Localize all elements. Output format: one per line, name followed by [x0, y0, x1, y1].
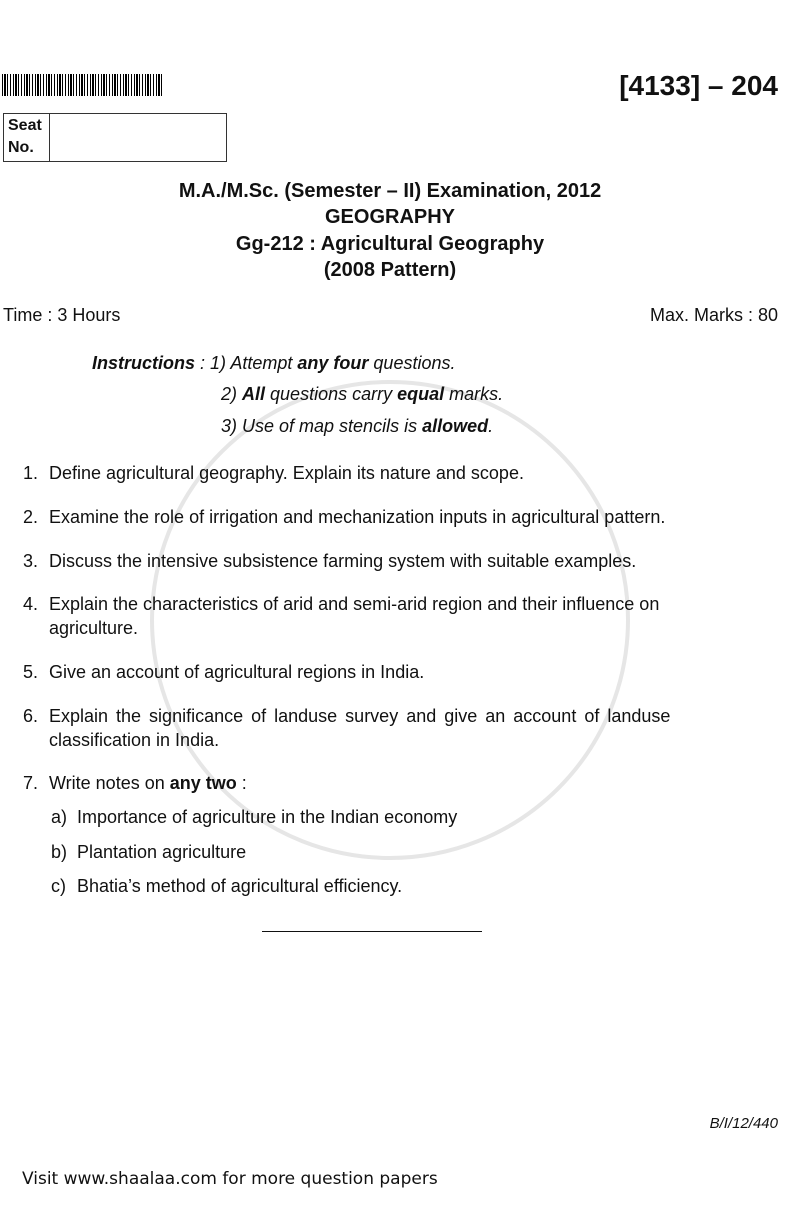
max-marks: Max. Marks : 80: [649, 305, 778, 325]
question-4-cont: agriculture.: [49, 618, 139, 638]
question-6: 6. Explain the significance of landuse survey and give an account of landuse: [23, 706, 671, 726]
exam-title: M.A./M.Sc. (Semester – II) Examination, 2012: [178, 180, 602, 202]
question-7: 7. Write notes on any two :: [23, 773, 247, 793]
visit-link[interactable]: Visit www.shaalaa.com for more question papers: [22, 1169, 438, 1189]
seat-number-box: [3, 113, 227, 162]
barcode: [2, 74, 162, 96]
footer-code: B/I/12/440: [709, 1115, 778, 1132]
instructions-label: Instructions: [92, 353, 196, 373]
subject: GEOGRAPHY: [324, 206, 456, 228]
subitem-a: a) Importance of agriculture in the Indian economy: [51, 807, 458, 827]
paper-code: [4133] – 204: [619, 70, 778, 101]
course: Gg-212 : Agricultural Geography: [235, 233, 545, 255]
question-2: 2. Examine the role of irrigation and mechanization inputs in agricultural pattern.: [23, 507, 666, 527]
question-4: 4. Explain the characteristics of arid and semi-arid region and their influence on: [23, 594, 660, 614]
instruction-1: Instructions : 1) Attempt any four questions.: [92, 353, 456, 373]
subitem-c: c) Bhatia’s method of agricultural efficiency.: [51, 876, 403, 896]
question-6-cont: classification in India.: [49, 730, 220, 750]
subitem-b: b) Plantation agriculture: [51, 842, 247, 862]
question-5: 5. Give an account of agricultural regions in India.: [23, 662, 425, 682]
question-1: 1. Define agricultural geography. Explain its nature and scope.: [23, 463, 524, 483]
instruction-2: 2) All questions carry equal marks.: [221, 384, 504, 404]
time: Time : 3 Hours: [3, 305, 121, 325]
seat-label: Seat No.: [4, 114, 50, 161]
end-rule: [262, 931, 482, 932]
question-3: 3. Discuss the intensive subsistence farming system with suitable examples.: [23, 551, 637, 571]
instruction-3: 3) Use of map stencils is allowed.: [221, 416, 494, 436]
pattern: (2008 Pattern): [323, 259, 457, 281]
